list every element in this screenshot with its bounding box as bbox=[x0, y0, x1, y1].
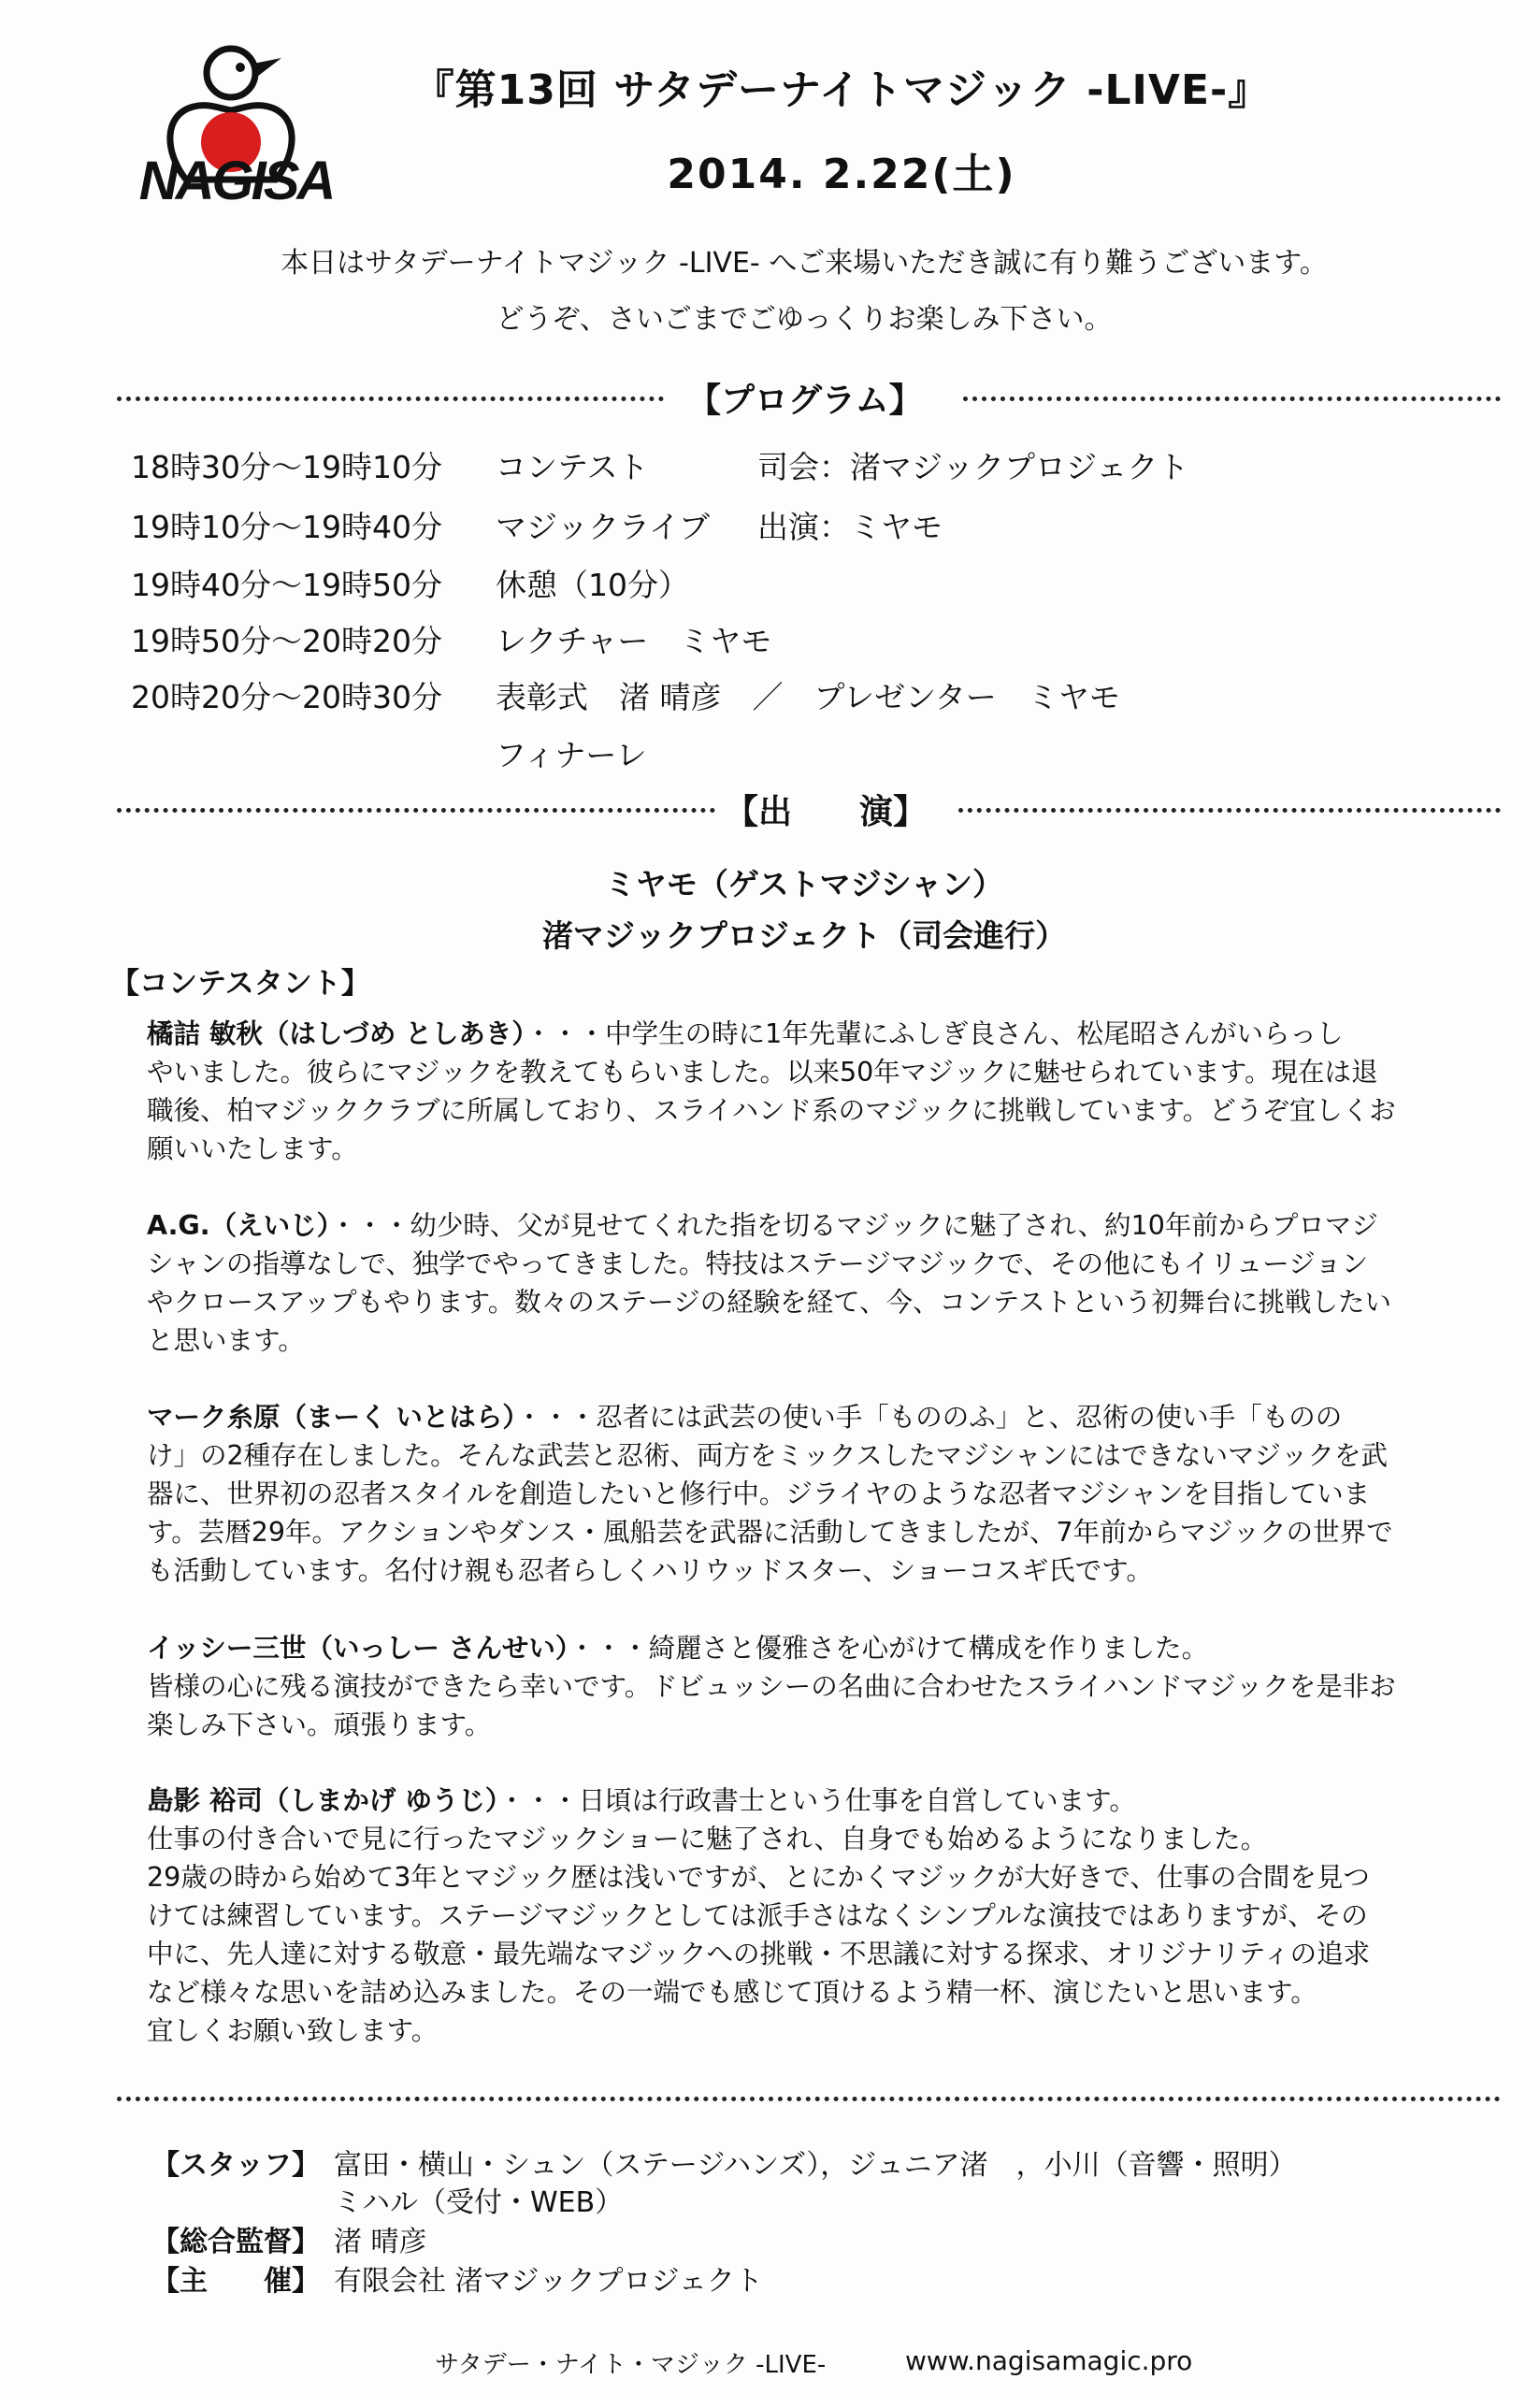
logo-wordmark: NAGISA bbox=[138, 151, 334, 211]
contestant-text-line: 中に、先人達に対する敬意・最先端なマジックへの挑戦・不思議に対する探求、オリジナリティの追求 bbox=[147, 1939, 1371, 1969]
contestant-name: 島影 裕司（しまかげ ゆうじ） bbox=[147, 1785, 499, 1816]
contestant-text-line bbox=[147, 1206, 1510, 1245]
contestant-text-line: 器に、世界初の忍者スタイルを創造したいと修行中。ジライヤのような忍者マジシャンを目指していま bbox=[147, 1478, 1371, 1509]
cast-divider bbox=[117, 786, 1501, 832]
program-time: 20時20分～20時30分 bbox=[131, 679, 442, 715]
contestant-text-line: など様々な思いを詰め込みました。その一端でも感じて頂けるよう精一杯、演じたいと思います。 bbox=[147, 1977, 1317, 2008]
staff-label: 【スタッフ】 bbox=[151, 2149, 320, 2182]
divider-dots-left bbox=[117, 808, 715, 813]
divider-dots-right bbox=[963, 397, 1501, 401]
contestant-bio: ・・・幼少時、父が見せてくれた指を切るマジックに魅了され、約10年前からプロマジ bbox=[329, 1210, 1378, 1241]
contestant-text-line: 仕事の付き合いで見に行ったマジックショーに魅了され、自身でも始めるようになりました。 bbox=[147, 1824, 1268, 1854]
divider-dots-left bbox=[117, 397, 664, 401]
staff-reception: ミハル（受付・WEB） bbox=[334, 2186, 624, 2219]
contestant-bio: ・・・中学生の時に1年先輩にふしぎ良さん、松尾昭さんがいらっし bbox=[525, 1018, 1344, 1049]
contestants-heading: 【コンテスタント】 bbox=[110, 967, 370, 1001]
contestant-entry bbox=[147, 1015, 1510, 1168]
contestant-entry bbox=[147, 1206, 1510, 1360]
contestant-text-line: やいました。彼らにマジックを教えてもらいました。以来50年マジックに魅せられています。現在は退 bbox=[147, 1057, 1378, 1088]
contestant-name: マーク糸原（まーく いとはら） bbox=[147, 1402, 516, 1433]
director-name: 渚 晴彦 bbox=[334, 2226, 427, 2258]
contestant-text-line: 楽しみ下さい。頑張ります。 bbox=[147, 1709, 492, 1740]
program-host: 出演：ミヤモ bbox=[757, 509, 943, 545]
contestant-name: A.G.（えいじ） bbox=[147, 1210, 330, 1241]
program-content: コンテスト bbox=[496, 449, 649, 485]
nagisa-logo bbox=[126, 39, 346, 211]
program-content: マジックライブ bbox=[496, 509, 711, 545]
program-time: 19時50分～20時20分 bbox=[131, 623, 442, 659]
contestant-text-line: 願いいたします。 bbox=[147, 1133, 358, 1164]
contestant-name: 橘詰 敏秋（はしづめ としあき） bbox=[147, 1018, 525, 1049]
contestant-text-line: と思います。 bbox=[147, 1325, 305, 1356]
director-label: 【総合監督】 bbox=[151, 2226, 320, 2258]
program-time: 19時40分～19時50分 bbox=[131, 567, 442, 603]
contestant-name: イッシー三世（いっしー さんせい） bbox=[147, 1633, 569, 1664]
footer-event-name: サタデー・ナイト・マジック -LIVE- bbox=[435, 2351, 827, 2379]
program-divider bbox=[117, 374, 1501, 421]
program-content: 表彰式 渚 晴彦 ／ プレゼンター ミヤモ bbox=[496, 679, 1120, 715]
contestant-bio: ・・・忍者には武芸の使い手「もののふ」と、忍術の使い手「ものの bbox=[515, 1402, 1343, 1433]
organizer-label: 【主 催】 bbox=[151, 2265, 320, 2298]
contestant-text-line: 宜しくお願い致します。 bbox=[147, 2015, 439, 2046]
contestant-text-line: 皆様の心に残る演技ができたら幸いです。ドビュッシーの名曲に合わせたスライハンドマジックを是非お bbox=[147, 1671, 1396, 1702]
contestant-text-line: 職後、柏マジッククラブに所属しており、スライハンド系のマジックに挑戦しています。どうぞ宜しくお bbox=[147, 1095, 1396, 1126]
program-content: レクチャー ミヤモ bbox=[496, 623, 772, 659]
greeting-line-2: どうぞ、さいごまでごゆっくりお楽しみ下さい。 bbox=[496, 303, 1113, 336]
program-heading: 【プログラム】 bbox=[687, 382, 923, 420]
contestant-text-line: け」の2種存在しました。そんな武芸と忍術、両方をミックスしたマジシャンにはできないマジックを武 bbox=[147, 1440, 1388, 1471]
contestant-bio: ・・・綺麗さと優雅さを心がけて構成を作りました。 bbox=[569, 1633, 1209, 1664]
contestant-bio: ・・・日頃は行政書士という仕事を自営しています。 bbox=[498, 1785, 1136, 1816]
program-content: フィナーレ bbox=[496, 737, 647, 773]
contestant-text-line bbox=[147, 1781, 1510, 1820]
contestant-entry bbox=[147, 1781, 1510, 2050]
program-time: 19時10分～19時40分 bbox=[131, 509, 442, 545]
staff-divider bbox=[117, 2087, 1501, 2115]
divider-dots-right bbox=[958, 808, 1501, 813]
footer-url[interactable]: www.nagisamagic.pro bbox=[905, 2345, 1193, 2376]
contestant-text-line: す。芸暦29年。アクションやダンス・風船芸を武器に活動してきましたが、7年前からマジックの世界で bbox=[147, 1517, 1393, 1548]
organizer-name: 有限会社 渚マジックプロジェクト bbox=[334, 2265, 763, 2298]
contestant-text-line: も活動しています。名付け親も忍者らしくハリウッドスター、ショーコスギ氏です。 bbox=[147, 1555, 1153, 1586]
cast-heading: 【出 演】 bbox=[725, 793, 928, 831]
cast-guest: ミヤモ（ゲストマジシャン） bbox=[604, 866, 1004, 902]
contestant-entry bbox=[147, 1629, 1510, 1744]
contestant-text-line bbox=[147, 1398, 1510, 1436]
program-time: 18時30分～19時10分 bbox=[131, 449, 442, 485]
contestant-text-line: けては練習しています。ステージマジックとしては派手さはなくシンプルな演技ではありますが、その bbox=[147, 1900, 1368, 1931]
greeting-line-1: 本日はサタデーナイトマジック -LIVE- へご来場いただき誠に有り難うございます。 bbox=[281, 247, 1328, 280]
contestant-text-line bbox=[147, 1629, 1510, 1667]
cast-mc: 渚マジックプロジェクト（司会進行） bbox=[541, 917, 1067, 954]
program-host: 司会：渚マジックプロジェクト bbox=[757, 449, 1189, 485]
contestant-text-line bbox=[147, 1015, 1510, 1053]
contestant-text-line: やクロースアップもやります。数々のステージの経験を経て、今、コンテストという初舞台に挑戦したい bbox=[147, 1287, 1391, 1318]
contestant-text-line: シャンの指導なしで、独学でやってきました。特技はステージマジックで、その他にもイリュージョン bbox=[147, 1248, 1369, 1279]
program-content: 休憩（10分） bbox=[496, 567, 689, 603]
divider-dots bbox=[117, 2097, 1501, 2101]
contestant-text-line: 29歳の時から始めて3年とマジック歴は浅いですが、とにかくマジックが大好きで、仕事の合間を見つ bbox=[147, 1862, 1370, 1893]
event-title: 『第13回 サタデーナイトマジック -LIVE-』 bbox=[412, 66, 1271, 114]
contestant-entry bbox=[147, 1398, 1510, 1590]
event-date: 2014. 2.22(土) bbox=[667, 151, 1016, 198]
staff-names: 富田・横山・シュン（ステージハンズ），ジュニア渚 ，小川（音響・照明） bbox=[334, 2149, 1297, 2182]
